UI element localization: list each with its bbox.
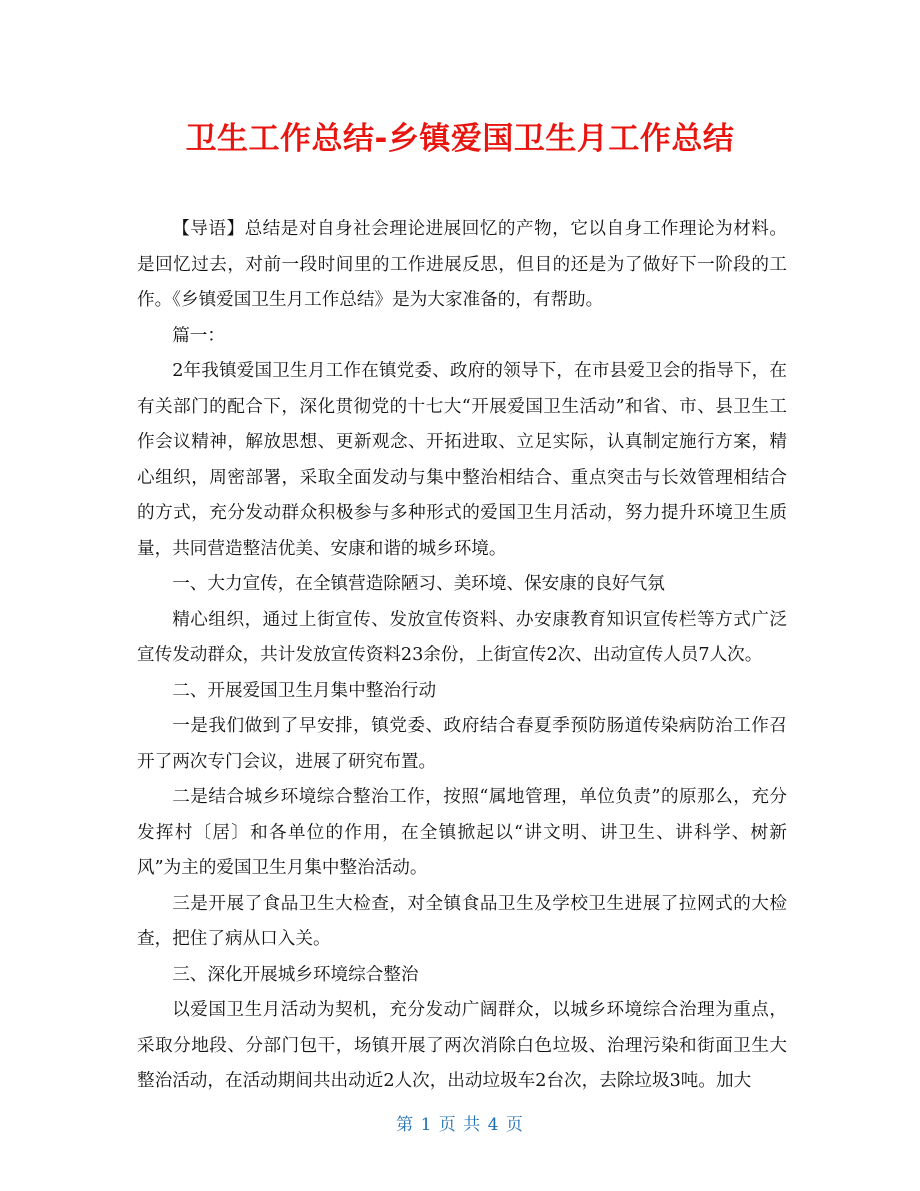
heading-three: 三、深化开展城乡环境综合整治: [172, 964, 419, 985]
body-paragraph: 以爱国卫生月活动为契机，充分发动广阔群众，以城乡环境综合治理为重点，采取分地段、分部门包干，场镇开展了两次消除白色垃圾、治理污染和街面卫生大整治活动，在活动期间共出动近2人次，出动垃圾车2台次，去除垃圾3吨。加大: [137, 1000, 787, 1091]
heading-two: 二、开展爱国卫生月集中整治行动: [172, 680, 437, 701]
page-number-footer: 第 1 页 共 4 页: [396, 1115, 524, 1135]
document-body: [137, 212, 787, 1100]
document-title: 卫生工作总结-乡镇爱国卫生月工作总结: [185, 121, 735, 157]
section-label: 篇一：: [172, 325, 225, 346]
body-paragraph: 2年我镇爱国卫生月工作在镇党委、政府的领导下，在市县爱卫会的指导下，在有关部门的配合下，深化贯彻党的十七大“开展爱国卫生活动”和省、市、县卫生工作会议精神，解放思想、更新观念、开拓进取、立足实际，认真制定施行方案，精心组织，周密部署，采取全面发动与集中整治相结合、重点突击与长效管理相结合的方式，充分发动群众积极参与多种形式的爱国卫生月活动，努力提升环境卫生质量，共同营造整洁优美、安康和谐的城乡环境。: [137, 361, 787, 559]
body-paragraph: 三是开展了食品卫生大检查，对全镇食品卫生及学校卫生进展了拉网式的大检查，把住了病从口入关。: [137, 893, 787, 949]
body-paragraph: 精心组织，通过上街宣传、发放宣传资料、办安康教育知识宣传栏等方式广泛宣传发动群众，共计发放宣传资料23余份，上街宣传2次、出动宣传人员7人次。: [137, 609, 787, 665]
intro-paragraph: 【导语】总结是对自身社会理论进展回忆的产物，它以自身工作理论为材料。是回忆过去，对前一段时间里的工作进展反思，但目的还是为了做好下一阶段的工作。《乡镇爱国卫生月工作总结》是为大家准备的，有帮助。: [137, 219, 787, 310]
body-paragraph: 一是我们做到了早安排，镇党委、政府结合春夏季预防肠道传染病防治工作召开了两次专门会议，进展了研究布置。: [137, 716, 787, 772]
body-paragraph: 二是结合城乡环境综合整治工作，按照“属地管理，单位负责”的原那么，充分发挥村〔居〕和各单位的作用，在全镇掀起以“讲文明、讲卫生、讲科学、树新风”为主的爱国卫生月集中整治活动。: [137, 787, 787, 878]
heading-one: 一、大力宣传，在全镇营造除陋习、美环境、保安康的良好气氛: [172, 574, 665, 594]
